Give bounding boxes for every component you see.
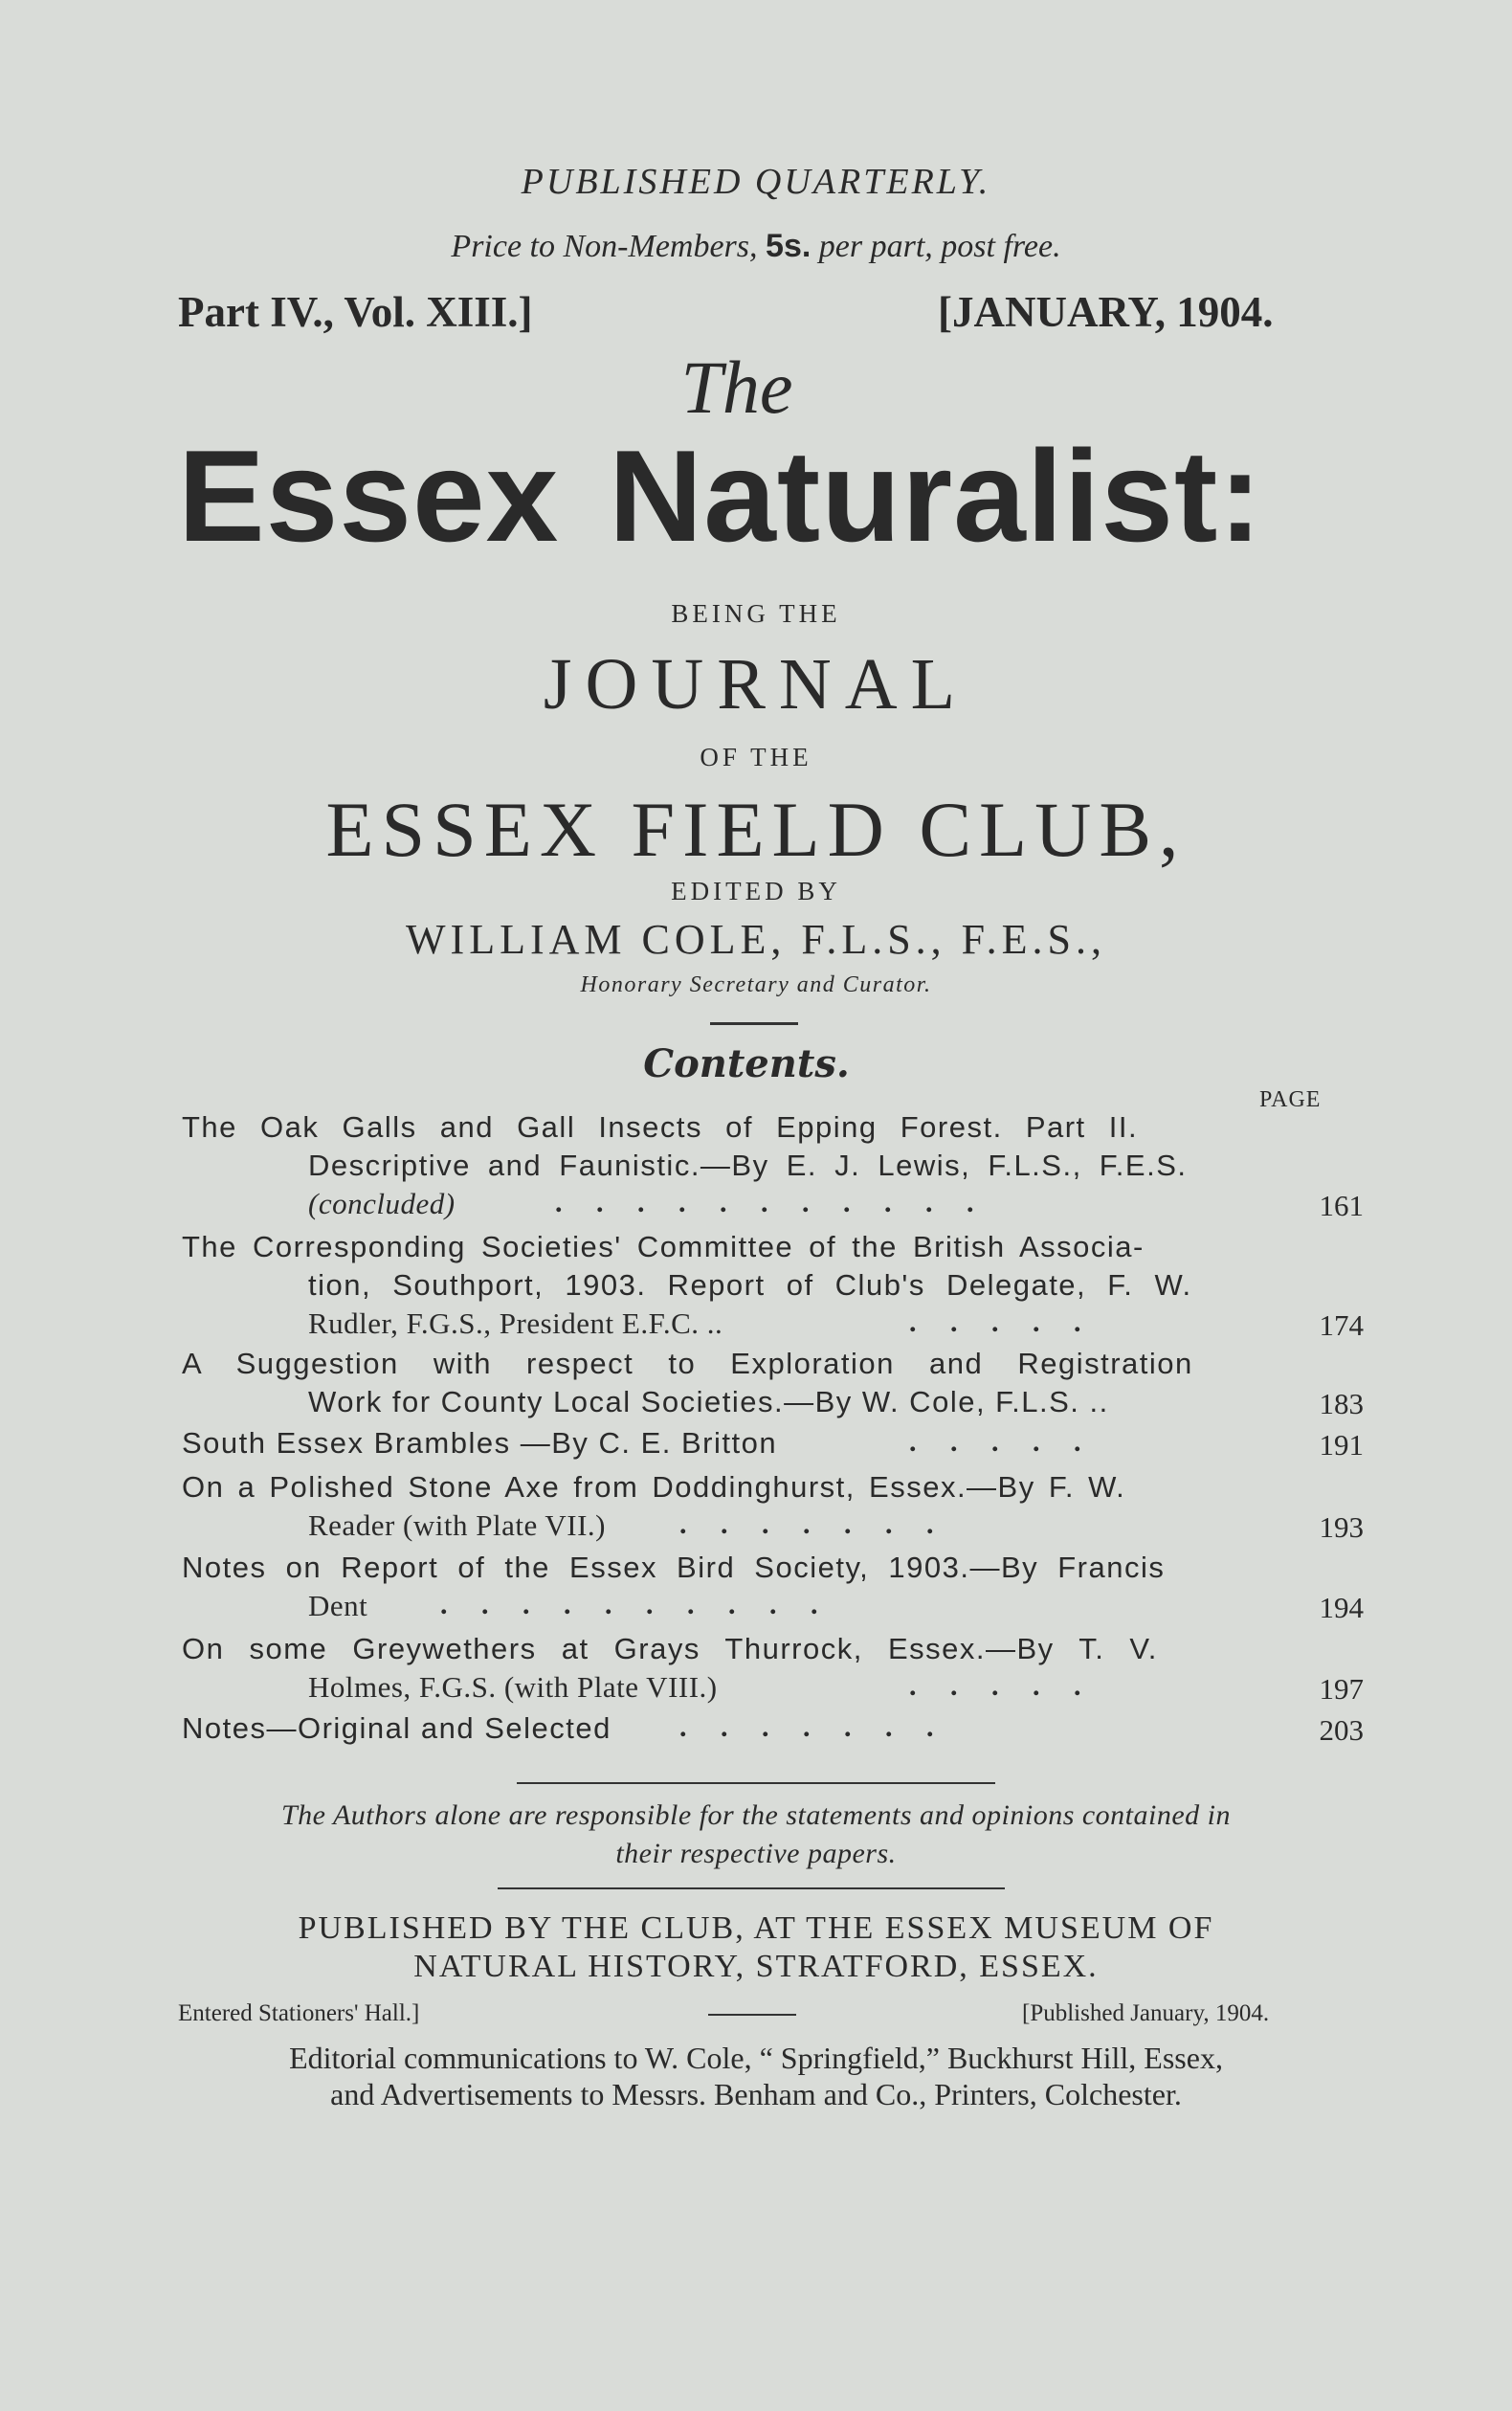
title-essex: Essex <box>178 423 560 569</box>
published-date: [Published January, 1904. <box>1022 2000 1270 2026</box>
leader-dots: . . . . . . . <box>679 1508 947 1540</box>
toc-line: (concluded) <box>308 1187 456 1220</box>
toc-page-number: 161 <box>1319 1189 1364 1222</box>
contents-heading: Contents. <box>643 1041 850 1086</box>
price-suffix: per part, post free. <box>818 229 1061 264</box>
divider-rule <box>710 1022 798 1025</box>
publisher-line-2: NATURAL HISTORY, STRATFORD, ESSEX. <box>413 1949 1099 1984</box>
page-column-label: PAGE <box>1259 1087 1322 1112</box>
toc-page-number: 193 <box>1319 1510 1364 1544</box>
entered-stationers-hall: Entered Stationers' Hall.] <box>178 2000 420 2026</box>
toc-page-number: 183 <box>1319 1387 1364 1420</box>
toc-line: On some Greywethers at Grays Thurrock, Essex.—By T. V. <box>182 1632 1158 1665</box>
divider-rule <box>498 1887 1005 1889</box>
divider-rule <box>517 1782 995 1784</box>
issue-date: [JANUARY, 1904. <box>938 288 1274 336</box>
toc-line: Notes on Report of the Essex Bird Society, 1903.—By Francis <box>182 1551 1166 1584</box>
disclaimer-line-1: The Authors alone are responsible for the statements and opinions contained in <box>281 1799 1231 1831</box>
edited-by: EDITED BY <box>671 877 841 905</box>
publisher-line-1: PUBLISHED BY THE CLUB, AT THE ESSEX MUSEUM OF <box>298 1910 1214 1946</box>
toc-line: Holmes, F.G.S. (with Plate VIII.) <box>308 1670 718 1704</box>
editorial-line-2: and Advertisements to Messrs. Benham and Co., Printers, Colchester. <box>330 2077 1182 2111</box>
toc-page-number: 194 <box>1319 1591 1364 1624</box>
editor-name: WILLIAM COLE, F.L.S., F.E.S., <box>406 916 1106 963</box>
toc-line: The Corresponding Societies' Committee of the British Associa- <box>182 1230 1145 1263</box>
toc-page-number: 197 <box>1319 1672 1364 1706</box>
editor-role: Honorary Secretary and Curator. <box>580 972 932 997</box>
toc-line: Reader (with Plate VII.) <box>308 1508 606 1542</box>
leader-dots: . . . . . . . . . . <box>440 1589 832 1620</box>
being-the: BEING THE <box>671 599 841 628</box>
leader-dots: . . . . . <box>909 1306 1095 1338</box>
club-name: ESSEX FIELD CLUB, <box>325 786 1187 873</box>
part-volume: Part IV., Vol. XIII.] <box>178 288 533 336</box>
disclaimer-line-2: their respective papers. <box>615 1838 897 1869</box>
title-naturalist: Naturalist: <box>609 423 1263 569</box>
leader-dots: . . . . . <box>909 1670 1095 1702</box>
toc-line: Rudler, F.G.S., President E.F.C. .. <box>308 1306 723 1340</box>
toc-line: tion, Southport, 1903. Report of Club's Delegate, F. W. <box>308 1268 1192 1302</box>
price-amount: 5s. <box>766 228 812 264</box>
toc-line: Notes—Original and Selected <box>182 1711 611 1745</box>
toc-line: Descriptive and Faunistic.—By E. J. Lewis, F.L.S., F.E.S. <box>308 1149 1188 1182</box>
leader-dots: . . . . . . . . . . . <box>555 1187 988 1218</box>
leader-dots: . . . . . <box>909 1426 1095 1458</box>
published-quarterly: PUBLISHED QUARTERLY. <box>521 162 991 202</box>
title-the: The <box>680 346 793 429</box>
toc-page-number: 174 <box>1319 1308 1364 1342</box>
of-the: OF THE <box>700 743 812 771</box>
price-prefix: Price to Non-Members, <box>451 229 758 264</box>
divider-rule <box>708 2014 796 2016</box>
toc-page-number: 203 <box>1319 1713 1364 1747</box>
toc-line: A Suggestion with respect to Exploration and Registration <box>182 1347 1193 1380</box>
toc-line: Dent <box>308 1589 368 1622</box>
leader-dots: . . . . . . . <box>679 1711 947 1743</box>
toc-page-number: 191 <box>1319 1428 1364 1462</box>
price-line <box>0 228 1512 265</box>
toc-line: Work for County Local Societies.—By W. Cole, F.L.S. .. <box>308 1385 1109 1418</box>
journal-heading: JOURNAL <box>543 644 969 725</box>
toc-line: South Essex Brambles —By C. E. Britton <box>182 1426 778 1460</box>
editorial-line-1: Editorial communications to W. Cole, “ Springfield,” Buckhurst Hill, Essex, <box>289 2041 1223 2075</box>
toc-line: The Oak Galls and Gall Insects of Epping Forest. Part II. <box>182 1110 1139 1144</box>
toc-line: On a Polished Stone Axe from Doddinghurst, Essex.—By F. W. <box>182 1470 1126 1504</box>
